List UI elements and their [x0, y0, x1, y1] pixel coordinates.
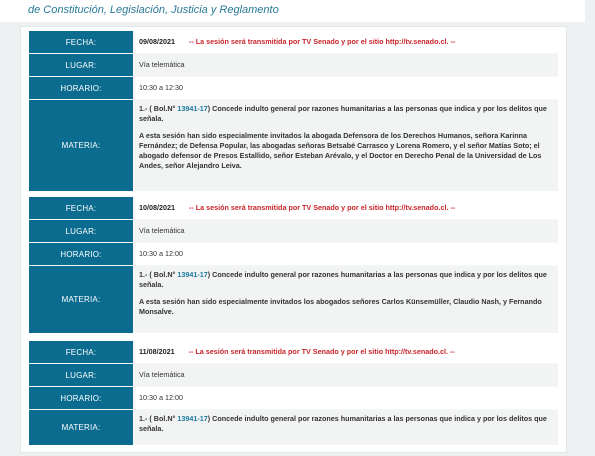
broadcast-notice[interactable]: -- La sesión será transmitida por TV Senado y por el sitio http://tv.senado.cl. -- — [188, 347, 455, 356]
session-date: 09/08/2021 — [139, 37, 175, 46]
session-block — [29, 31, 558, 191]
fecha-row — [29, 197, 558, 219]
fecha-label: FECHA: — [29, 197, 133, 219]
fecha-value — [135, 31, 558, 53]
materia-prefix: 1.- ( Bol.N° — [139, 414, 178, 423]
materia-item — [139, 414, 554, 434]
session-date: 10/08/2021 — [139, 203, 175, 212]
fecha-row — [29, 31, 558, 53]
lugar-value: Vía telemática — [135, 364, 558, 386]
session-date: 11/08/2021 — [139, 347, 175, 356]
materia-value — [135, 266, 558, 333]
session-block — [29, 341, 558, 445]
materia-item — [139, 104, 554, 124]
horario-value: 10:30 a 12:00 — [135, 387, 558, 409]
materia-row — [29, 100, 558, 191]
horario-row — [29, 77, 558, 99]
fecha-label: FECHA: — [29, 31, 133, 53]
bol-link[interactable]: 13941-17 — [177, 414, 208, 423]
materia-label: MATERIA: — [29, 266, 133, 333]
page-header — [0, 0, 585, 22]
fecha-label: FECHA: — [29, 341, 133, 363]
materia-row — [29, 266, 558, 333]
materia-label: MATERIA: — [29, 100, 133, 191]
fecha-value — [135, 341, 558, 363]
materia-suffix: ) Concede indulto general por razones humanitarias a las personas que indica y por los delitos que señala. — [139, 414, 547, 433]
bol-link[interactable]: 13941-17 — [177, 270, 208, 279]
materia-label: MATERIA: — [29, 410, 133, 445]
bol-link[interactable]: 13941-17 — [177, 104, 208, 113]
lugar-label: LUGAR: — [29, 220, 133, 242]
lugar-value: Vía telemática — [135, 220, 558, 242]
lugar-label: LUGAR: — [29, 54, 133, 76]
horario-row — [29, 387, 558, 409]
horario-value: 10:30 a 12:30 — [135, 77, 558, 99]
materia-suffix: ) Concede indulto general por razones humanitarias a las personas que indica y por los delitos que señala. — [139, 270, 547, 289]
invited-text: A esta sesión han sido especialmente invitados la abogada Defensora de los Derechos Humanos, señora Karinna Fernández; de Defensa Popular, las abogadas señoras Betsabé Carrasco y Lorena Romero, y el señor Matías Soto; el abogado defensor de Presos Estallido, señor Esteban Arévalo, y el Doctor en Derecho Penal de la Universidad de Los Andes, señor Alejandro Leiva. — [139, 131, 542, 170]
lugar-label: LUGAR: — [29, 364, 133, 386]
broadcast-notice[interactable]: -- La sesión será transmitida por TV Senado y por el sitio http://tv.senado.cl. -- — [188, 37, 456, 46]
sessions-panel — [20, 26, 567, 453]
lugar-row — [29, 220, 558, 242]
lugar-row — [29, 364, 558, 386]
invited-text: A esta sesión han sido especialmente invitados los abogados señores Carlos Künsemüller, Claudio Nash, y Fernando Monsalve. — [139, 297, 542, 316]
horario-row — [29, 243, 558, 265]
materia-suffix: ) Concede indulto general por razones humanitarias a las personas que indica y por los delitos que señala. — [139, 104, 547, 123]
materia-prefix: 1.- ( Bol.N° — [139, 270, 178, 279]
materia-value — [135, 410, 558, 445]
materia-item — [139, 270, 554, 290]
lugar-row — [29, 54, 558, 76]
broadcast-notice[interactable]: -- La sesión será transmitida por TV Senado y por el sitio http://tv.senado.cl. -- — [188, 203, 456, 212]
horario-label: HORARIO: — [29, 243, 133, 265]
materia-value — [135, 100, 558, 191]
horario-value: 10:30 a 12:00 — [135, 243, 558, 265]
materia-row — [29, 410, 558, 445]
horario-label: HORARIO: — [29, 77, 133, 99]
lugar-value: Vía telemática — [135, 54, 558, 76]
commission-title: de Constitución, Legislación, Justicia y Reglamento — [28, 4, 279, 16]
session-block — [29, 197, 558, 333]
fecha-value — [135, 197, 558, 219]
fecha-row — [29, 341, 558, 363]
horario-label: HORARIO: — [29, 387, 133, 409]
materia-prefix: 1.- ( Bol.N° — [139, 104, 178, 113]
